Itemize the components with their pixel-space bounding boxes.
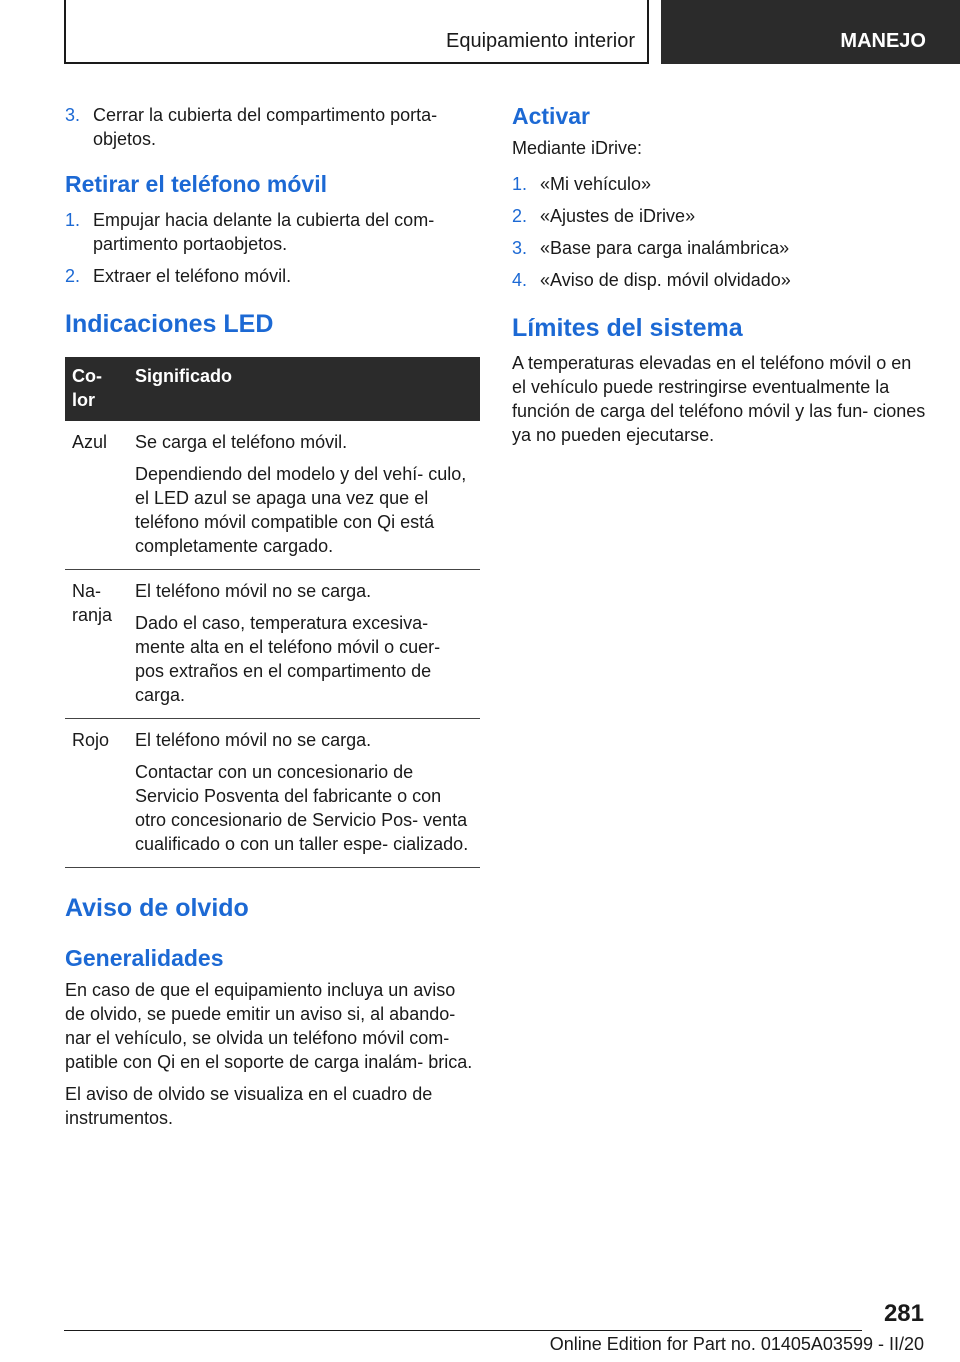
general-paragraph-1: En caso de que el equipamiento incluya un aviso de olvido, se puede emitir un aviso si, al abando‐ nar el vehículo, se olvida un teléfono móvil com‐ patible con Qi en el soporte de carga inalám‐ brica. bbox=[65, 980, 473, 1072]
activar-intro: Mediante iDrive: bbox=[512, 138, 643, 158]
step-text: Extraer el teléfono móvil. bbox=[93, 266, 292, 286]
step-text: «Mi vehículo» bbox=[540, 174, 652, 194]
step-number: 2. bbox=[65, 266, 81, 286]
led-heading: Indicaciones LED bbox=[65, 310, 274, 338]
footer-divider bbox=[64, 1330, 862, 1331]
step-number: 2. bbox=[512, 206, 528, 226]
row-color: Rojo bbox=[65, 719, 128, 868]
step-number: 1. bbox=[512, 174, 528, 194]
page-number: 281 bbox=[883, 1300, 924, 1327]
step-number: 3. bbox=[65, 105, 81, 125]
meaning-line: El teléfono móvil no se carga. bbox=[135, 730, 372, 750]
aviso-heading: Aviso de olvido bbox=[65, 894, 249, 922]
limits-paragraph: A temperaturas elevadas en el teléfono móvil o en el vehículo puede restringirse eventualmente la función de carga del teléfono móvil y las fun‐ ciones ya no pueden ejecutarse. bbox=[512, 353, 926, 445]
step-number: 3. bbox=[512, 238, 528, 258]
left-column bbox=[65, 103, 480, 1130]
step-list-continued bbox=[65, 103, 480, 151]
list-item bbox=[512, 268, 927, 292]
header-section-tab bbox=[661, 0, 960, 64]
list-item bbox=[65, 208, 480, 256]
step-text: «Aviso de disp. móvil olvidado» bbox=[540, 270, 791, 290]
right-column bbox=[512, 103, 927, 447]
list-item bbox=[65, 264, 480, 288]
edition-note: Online Edition for Part no. 01405A03599 - II/20 bbox=[549, 1334, 924, 1354]
meaning-detail: Contactar con un concesionario de Servicio Posventa del fabricante o con otro concesionario de Servicio Pos‐ venta cualificado o con un taller espe‐ cializado. bbox=[135, 762, 469, 854]
step-text: «Ajustes de iDrive» bbox=[540, 206, 696, 226]
meaning-line: Se carga el teléfono móvil. bbox=[135, 432, 348, 452]
table-header-row bbox=[65, 357, 480, 421]
led-table bbox=[65, 357, 480, 868]
list-item bbox=[512, 172, 927, 196]
step-text: Cerrar la cubierta del compartimento porta‐ objetos. bbox=[93, 105, 438, 149]
table-header-color: Co‐ lor bbox=[65, 357, 128, 421]
row-color: Na‐ ranja bbox=[65, 570, 128, 719]
header-title: Equipamiento interior bbox=[446, 30, 635, 52]
remove-steps bbox=[65, 208, 480, 288]
step-text: «Base para carga inalámbrica» bbox=[540, 238, 790, 258]
activar-steps bbox=[512, 172, 927, 292]
meaning-line: El teléfono móvil no se carga. bbox=[135, 581, 372, 601]
row-meaning bbox=[128, 421, 480, 570]
list-item bbox=[65, 103, 480, 151]
meaning-detail: Dado el caso, temperatura excesiva‐ mente alta en el teléfono móvil o cuer‐ pos extraños en el compartimento de carga. bbox=[135, 613, 441, 705]
table-row bbox=[65, 570, 480, 719]
row-color: Azul bbox=[65, 421, 128, 570]
row-meaning bbox=[128, 570, 480, 719]
activar-heading: Activar bbox=[512, 103, 590, 129]
step-text: Empujar hacia delante la cubierta del com‐ partimento portaobjetos. bbox=[93, 210, 435, 254]
header-section: MANEJO bbox=[840, 30, 926, 52]
meaning-detail: Dependiendo del modelo y del vehí‐ culo, el LED azul se apaga una vez que el teléfono móvil compatible con Qi está completamente cargado. bbox=[135, 464, 467, 556]
step-number: 4. bbox=[512, 270, 528, 290]
table-row bbox=[65, 421, 480, 570]
list-item bbox=[512, 204, 927, 228]
header-title-box bbox=[64, 0, 649, 64]
step-number: 1. bbox=[65, 210, 81, 230]
general-paragraph-2: El aviso de olvido se visualiza en el cuadro de instrumentos. bbox=[65, 1084, 433, 1128]
table-header-meaning: Significado bbox=[128, 357, 480, 421]
table-row bbox=[65, 719, 480, 868]
limits-heading: Límites del sistema bbox=[512, 314, 743, 342]
row-meaning bbox=[128, 719, 480, 868]
remove-phone-heading: Retirar el teléfono móvil bbox=[65, 171, 328, 197]
generalidades-heading: Generalidades bbox=[65, 945, 224, 971]
list-item bbox=[512, 236, 927, 260]
